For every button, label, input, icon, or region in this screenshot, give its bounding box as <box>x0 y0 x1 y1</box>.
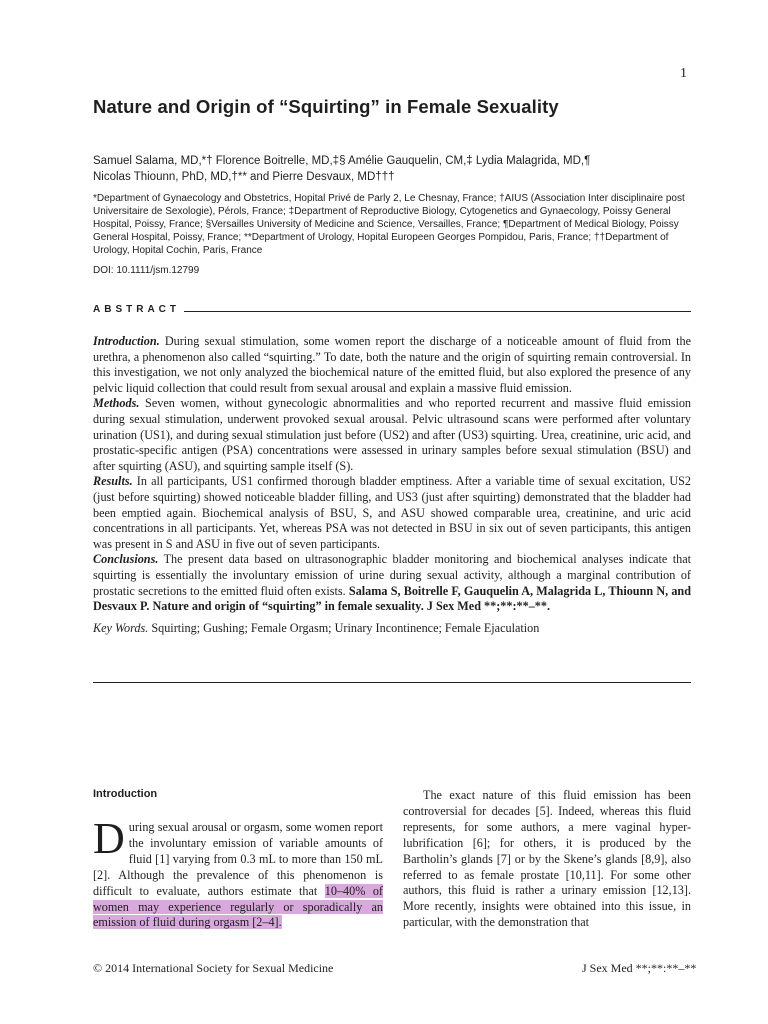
abstract-methods <box>93 396 691 474</box>
author-line-1: Samuel Salama, MD,*† Florence Boitrelle, MD,‡§ Amélie Gauquelin, CM,‡ Lydia Malagrida, MD,¶ <box>93 155 591 167</box>
abstract-introduction-text: During sexual stimulation, some women report the discharge of a noticeable amount of fluid from the urethra, a phenomenon also called “squirting.” To date, both the nature and the origin of squirting remain controversial. In this investigation, we not only analyzed the biochemical nature of the emitted fluid, but also explored the presence of any pelvic liquid collection that could result from sexual arousal and explain a massive fluid emission. <box>93 334 691 395</box>
keywords-text: Squirting; Gushing; Female Orgasm; Urinary Incontinence; Female Ejaculation <box>151 620 540 635</box>
abstract-methods-text: Seven women, without gynecologic abnormalities and who reported recurrent and massive fluid emission during sexual stimulation, underwent provoked sexual arousal. Pelvic ultrasound scans were performed after voluntary urination (US1), and during sexual stimulation just before (US2) and after (US3) squirting. Urea, creatinine, uric acid, and prostatic-specific antigen (PSA) concentrations were assessed in urinary samples before sexual stimulation (BSU) and after squirting (ASU), and squirting sample itself (S). <box>93 396 692 473</box>
abstract-results-text: In all participants, US1 confirmed thorough bladder emptiness. After a variable time of sexual excitation, US2 (just before squirting) showed noticeable bladder filling, and US3 (just after squirting) demonstrated that the bladder had been emptied again. Biochemical analysis of BSU, S, and ASU showed comparable urea, creatinine, and uric acid concentrations in all participants. Yet, whereas PSA was not detected in BSU in six out of seven participants, this antigen was present in S and ASU in five out of seven participants. <box>93 474 691 551</box>
abstract-bottom-rule <box>93 682 691 683</box>
abstract-results <box>93 474 691 552</box>
drop-cap: D <box>93 814 125 863</box>
author-list <box>93 153 693 185</box>
abstract-methods-label: Methods. <box>93 396 140 411</box>
right-column <box>403 788 691 931</box>
introduction-heading: Introduction <box>93 788 158 800</box>
abstract-introduction <box>93 334 691 396</box>
left-column <box>93 814 383 931</box>
abstract-rule <box>184 311 691 312</box>
affiliations: *Department of Gynaecology and Obstetrics, Hopital Privé de Parly 2, Le Chesnay, France; †AIUS (Association Inter disciplinaire post Universitaire de Sexologie), Pérols, France; ‡Department of Reproductive Biology, Cytogenetics and Gynaecology, Poissy General Hospital, Poissy, France; §Versailles University of Medicine and Science, Versailles, France; ¶Department of Medical Biology, Poissy General Hospital, Poissy, France; **Department of Urology, Hopital Europeen Georges Pompidou, Paris, France; ††Department of Urology, Hopital Cochin, Paris, France <box>93 193 685 256</box>
keywords-label: Key Words. <box>93 620 149 635</box>
highlighted-text[interactable]: 10–40% of women may experience regularly or sporadically an emission of fluid during orgasm [2–4]. <box>93 883 383 930</box>
introduction-paragraph-1-text: uring sexual arousal or orgasm, some women report the involuntary emission of variable amounts of fluid [1] varying from 0.3 mL to more than 150 mL [2]. Although the prevalence of this phenomenon is difficult to evaluate, authors estimate that <box>93 820 383 898</box>
page-number: 1 <box>680 66 687 81</box>
introduction-paragraph-2: The exact nature of this fluid emission has been controversial for decades [5]. Indeed, whereas this fluid represents, for some authors, a mere vaginal hyper-lubrification [6]; for others, it is produced by the Bartholin’s glands [7] or by the Skene’s glands [8,9], also referred to as female prostate [10,11]. For some other authors, this fluid is rather a urinary emission [12,13]. More recently, insights were obtained into this issue, in particular, with the demonstration that <box>403 788 691 930</box>
abstract-conclusions <box>93 552 691 614</box>
author-line-2: Nicolas Thiounn, PhD, MD,†** and Pierre Desvaux, MD††† <box>93 171 395 183</box>
doi[interactable]: DOI: 10.1111/jsm.12799 <box>93 265 200 276</box>
abstract-conclusions-text: The present data based on ultrasonographic bladder monitoring and biochemical analyses indicate that squirting is essentially the involuntary emission of urine during sexual activity, although a marginal contribution of prostatic secretions to the emitted fluid often exists. <box>93 552 692 598</box>
introduction-paragraph-1 <box>93 814 383 931</box>
abstract-citation: Salama S, Boitrelle F, Gauquelin A, Malagrida L, Thiounn N, and Desvaux P. Nature and origin of “squirting” in female sexuality. J Sex Med **;**:**–**. <box>93 583 691 614</box>
paper-title: Nature and Origin of “Squirting” in Female Sexuality <box>93 96 559 117</box>
abstract-conclusions-label: Conclusions. <box>93 552 159 567</box>
footer-copyright: © 2014 International Society for Sexual Medicine <box>93 961 334 975</box>
abstract-body <box>93 334 691 636</box>
abstract-heading: ABSTRACT <box>93 304 180 315</box>
keywords <box>93 621 691 637</box>
footer-journal: J Sex Med **;**:**–** <box>582 961 697 975</box>
abstract-results-label: Results. <box>93 474 133 489</box>
abstract-introduction-label: Introduction. <box>93 334 160 348</box>
